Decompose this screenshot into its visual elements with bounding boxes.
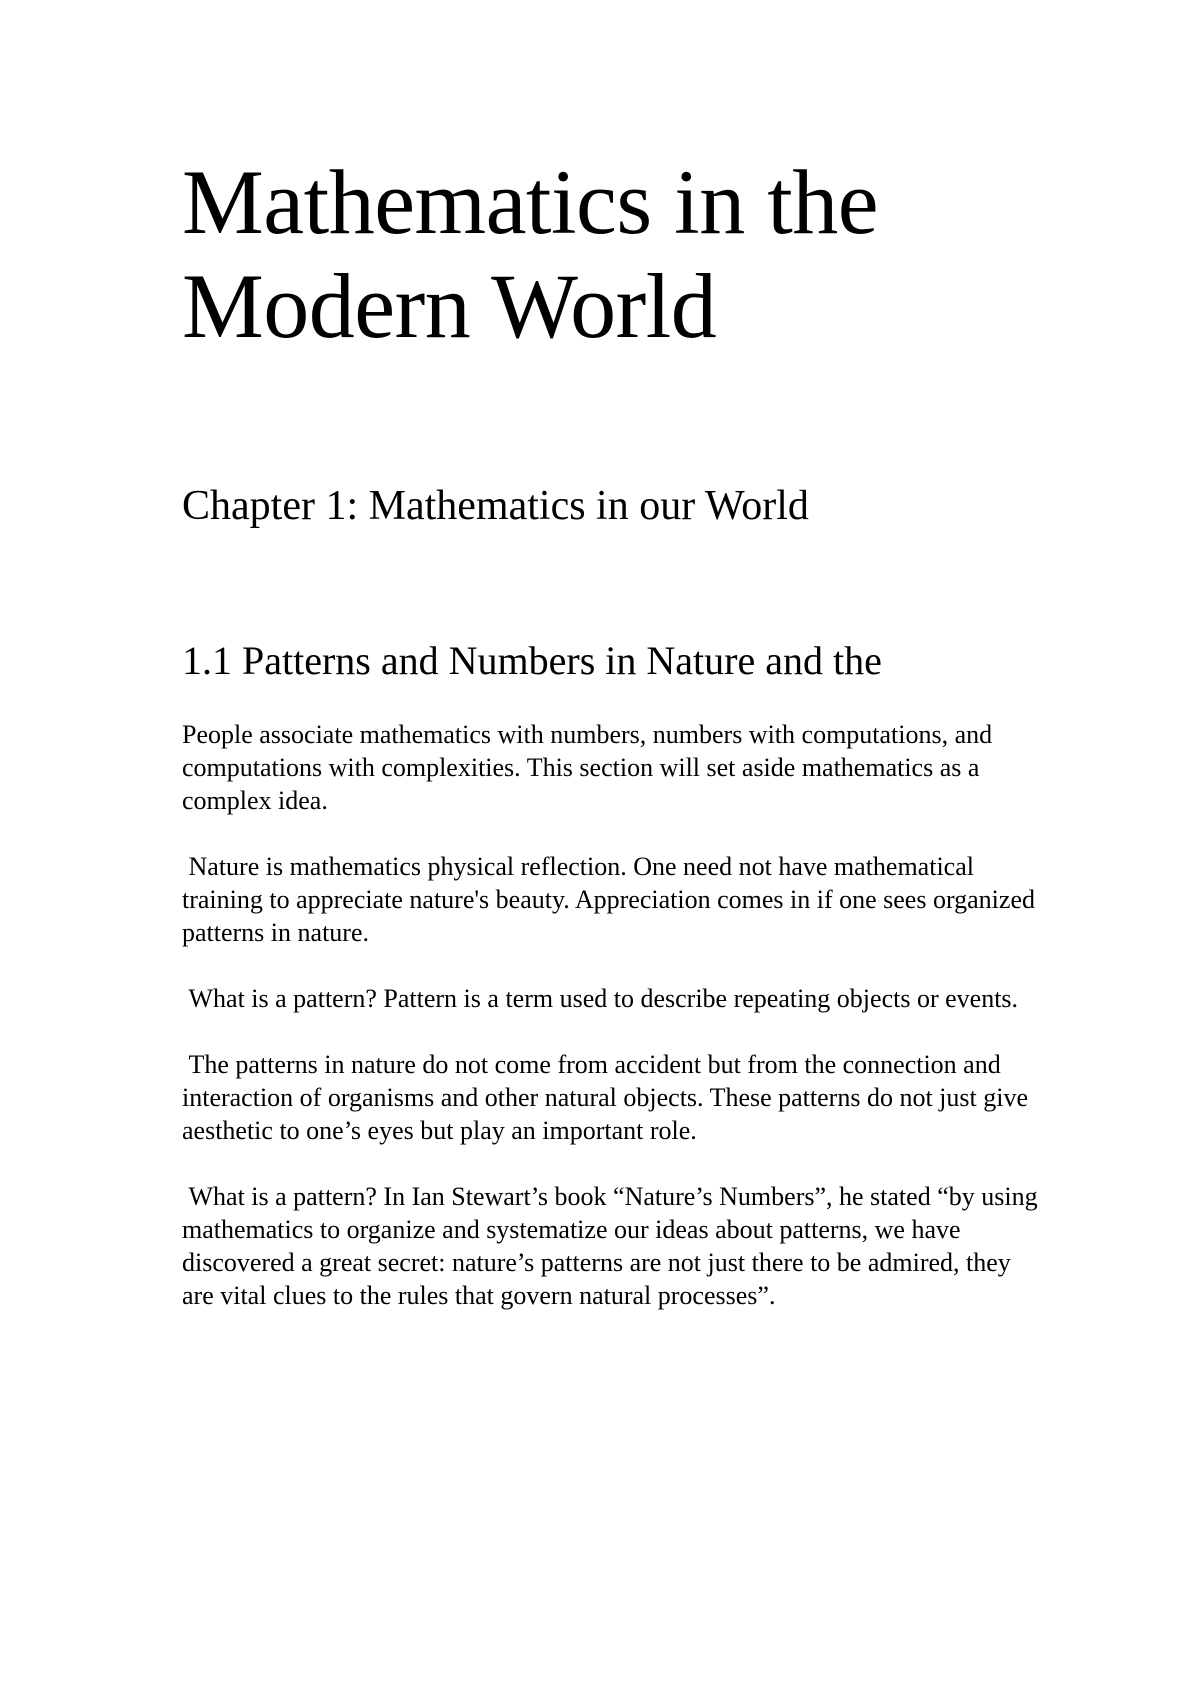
document-title: Mathematics in the Modern World <box>182 151 879 357</box>
paragraph-4: The patterns in nature do not come from accident but from the connection and interaction of organisms and other natural objects. These patterns do not just give aesthetic to one’s eyes but play an important role. <box>182 1050 1035 1145</box>
body-text <box>182 718 1045 1345</box>
chapter-heading: Chapter 1: Mathematics in our World <box>182 483 809 529</box>
paragraph-5: What is a pattern? In Ian Stewart’s book “Nature’s Numbers”, he stated “by using mathematics to organize and systematize our ideas about patterns, we have discovered a great secret: nature’s patterns are not just there to be admired, they are vital clues to the rules that govern natural processes”. <box>182 1182 1045 1310</box>
paragraph-3: What is a pattern? Pattern is a term used to describe repeating objects or events. <box>182 984 1019 1013</box>
paragraph-1: People associate mathematics with numbers, numbers with computations, and computations with complexities. This section will set aside mathematics as a complex idea. <box>182 720 993 815</box>
section-heading: 1.1 Patterns and Numbers in Nature and the <box>182 638 882 683</box>
paragraph-2: Nature is mathematics physical reflection. One need not have mathematical training to appreciate nature's beauty. Appreciation comes in if one sees organized patterns in nature. <box>182 852 1042 947</box>
